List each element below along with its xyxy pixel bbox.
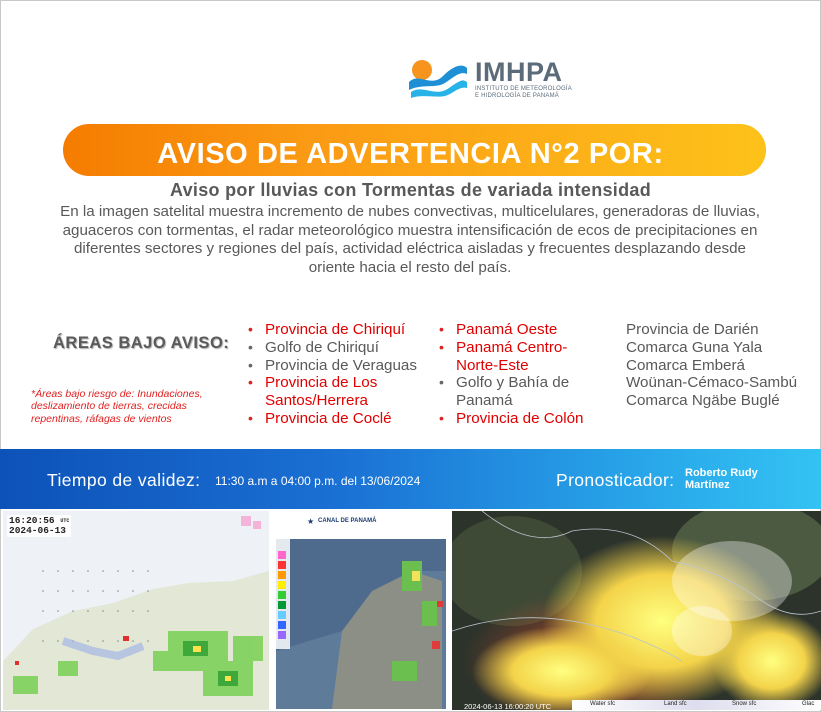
radar-map-graphic <box>3 511 269 710</box>
area-label: Provincia de Los Santos/Herrera <box>265 374 378 410</box>
bullet-icon: • <box>439 321 444 337</box>
warning-subtitle: Aviso por lluvias con Tormentas de variada intensidad <box>169 180 652 200</box>
area-item <box>245 374 430 410</box>
area-item <box>436 374 596 410</box>
bullet-icon: • <box>248 374 253 391</box>
area-item <box>245 321 445 339</box>
validity-label: Tiempo de validez: <box>47 470 201 490</box>
area-item: Provincia de Darién <box>626 321 759 338</box>
satellite-graphic <box>452 511 821 710</box>
area-label: Provincia de Colón <box>456 409 584 427</box>
radar-map-image <box>3 511 269 710</box>
imhpa-logo-icon <box>407 58 469 100</box>
logo-name: IMHPA <box>475 56 563 87</box>
area-item <box>436 321 616 339</box>
area-item: Comarca Emberá <box>626 356 746 374</box>
canal-brand: CANAL DE PANAMÁ <box>318 518 377 524</box>
area-item <box>436 339 596 375</box>
bullet-icon: • <box>439 374 444 391</box>
area-label: Golfo de Chiriquí <box>265 338 379 356</box>
imhpa-logo <box>407 58 572 100</box>
legend-land: Land sfc <box>664 701 687 707</box>
area-item <box>245 410 445 428</box>
validity-time: 11:30 a.m a 04:00 p.m. del 13/06/2024 <box>215 474 421 488</box>
area-label: Panamá Oeste <box>456 321 558 338</box>
logo-subtitle-2: E HIDROLOGÍA DE PANAMÁ <box>475 92 559 99</box>
forecaster-label: Pronosticador: <box>556 470 675 490</box>
area-item <box>245 357 445 375</box>
areas-column-3 <box>626 321 821 410</box>
logo-subtitle-1: INSTITUTO DE METEOROLOGÍA <box>475 85 572 92</box>
canal-logo-icon: ★ <box>307 517 315 526</box>
legend-snow: Snow sfc <box>732 701 757 707</box>
bullet-icon: • <box>439 338 444 355</box>
bullet-icon: • <box>248 321 253 337</box>
radar1-date: 2024-06-13 <box>9 525 67 536</box>
bullet-icon: • <box>248 338 253 355</box>
risk-note: *Áreas bajo riesgo de: Inundaciones, deslizamiento de tierras, crecidas repentinas, ráfagas de vientos <box>31 388 203 425</box>
area-label: Provincia de Coclé <box>265 409 392 427</box>
areas-column-1 <box>245 321 445 428</box>
bullet-icon: • <box>248 356 253 373</box>
areas-label: ÁREAS BAJO AVISO: <box>53 334 230 352</box>
area-item: Woünan-Cémaco-Sambú <box>626 374 798 392</box>
area-item <box>436 410 616 428</box>
area-label: Provincia de Chiriquí <box>265 321 406 338</box>
canal-radar-image <box>272 511 449 710</box>
area-item <box>245 339 445 357</box>
forecaster-name: Roberto Rudy Martínez <box>685 467 758 491</box>
radar1-time: 16:20:56 <box>9 515 55 526</box>
satellite-legend <box>572 700 821 710</box>
legend-glac: Glac <box>802 701 815 707</box>
banner-title: AVISO DE ADVERTENCIA N°2 POR: <box>157 138 664 170</box>
bullet-icon: • <box>248 409 253 426</box>
radar1-timestamp <box>7 515 71 537</box>
areas-column-2 <box>436 321 616 428</box>
canal-radar-graphic <box>272 511 449 710</box>
satellite-timestamp: 2024-06-13 16:00:20 UTC <box>464 702 552 710</box>
bullet-icon: • <box>439 409 444 426</box>
satellite-image <box>452 511 821 710</box>
area-item: Comarca Ngäbe Buglé <box>626 392 780 410</box>
area-label: Panamá Centro-Norte-Este <box>456 338 568 374</box>
area-label: Golfo y Bahía de Panamá <box>456 374 570 410</box>
area-label: Provincia de Veraguas <box>265 356 417 374</box>
legend-water: Water sfc <box>590 701 616 707</box>
area-item: Comarca Guna Yala <box>626 338 763 356</box>
radar1-utc: UTC <box>60 518 70 524</box>
warning-description: En la imagen satelital muestra incremento de nubes convectivas, multicelulares, generadoras de lluvias, aguaceros con tormentas, el radar meteorológico muestra intensificación de ecos de precipitaciones en diferentes sectores y regiones del país, actividad eléctrica aisladas y frecuentes desplazando desde oriente hacia el resto del país. <box>60 203 760 276</box>
